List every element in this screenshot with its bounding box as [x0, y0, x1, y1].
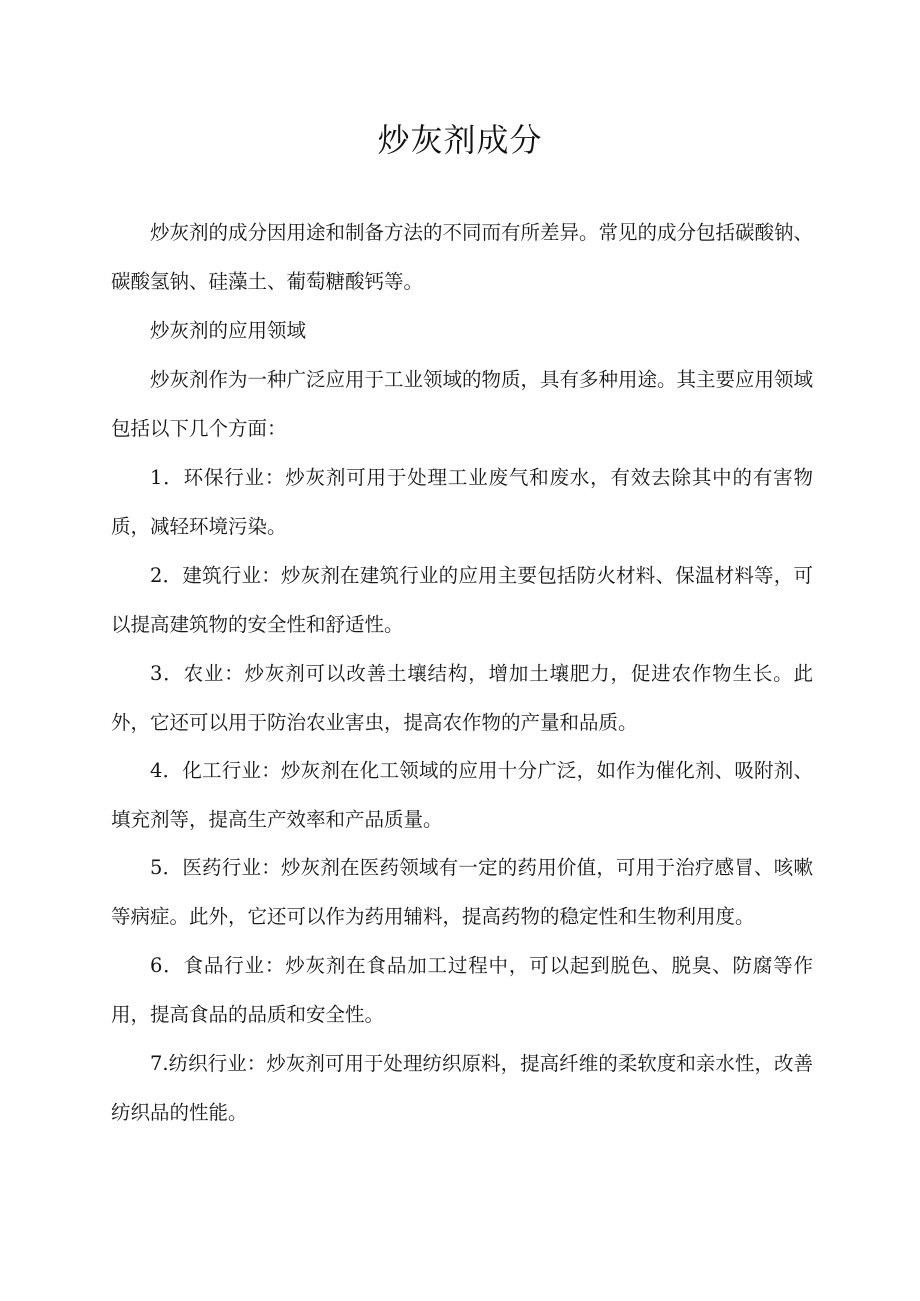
paragraph-ingredients: 炒灰剂的成分因用途和制备方法的不同而有所差异。常见的成分包括碳酸钠、碳酸氢钠、硅藻土、葡萄糖酸钙等。 [111, 221, 814, 293]
list-item-construction: 2．建筑行业：炒灰剂在建筑行业的应用主要包括防火材料、保温材料等，可以提高建筑物的安全性和舒适性。 [111, 564, 813, 636]
list-item-textile: 7.纺织行业：炒灰剂可用于处理纺织原料，提高纤维的柔软度和亲水性，改善纺织品的性能。 [111, 1052, 813, 1124]
paragraph-heading-applications: 炒灰剂的应用领域 [150, 319, 307, 342]
paragraph-applications-intro: 炒灰剂作为一种广泛应用于工业领域的物质，具有多种用途。其主要应用领域包括以下几个方面： [111, 368, 814, 440]
list-item-pharmaceutical: 5．医药行业：炒灰剂在医药领域有一定的药用价值，可用于治疗感冒、咳嗽等病症。此外，它还可以作为药用辅料，提高药物的稳定性和生物利用度。 [111, 856, 813, 928]
list-item-environmental: 1．环保行业：炒灰剂可用于处理工业废气和废水，有效去除其中的有害物质，减轻环境污染。 [111, 466, 813, 538]
list-item-food: 6．食品行业：炒灰剂在食品加工过程中，可以起到脱色、脱臭、防腐等作用，提高食品的品质和安全性。 [111, 954, 813, 1026]
document-title: 炒灰剂成分 [377, 121, 543, 159]
list-item-chemical: 4．化工行业：炒灰剂在化工领域的应用十分广泛，如作为催化剂、吸附剂、填充剂等，提高生产效率和产品质量。 [111, 759, 813, 831]
list-item-agriculture: 3．农业：炒灰剂可以改善土壤结构，增加土壤肥力，促进农作物生长。此外，它还可以用于防治农业害虫，提高农作物的产量和品质。 [111, 662, 813, 734]
